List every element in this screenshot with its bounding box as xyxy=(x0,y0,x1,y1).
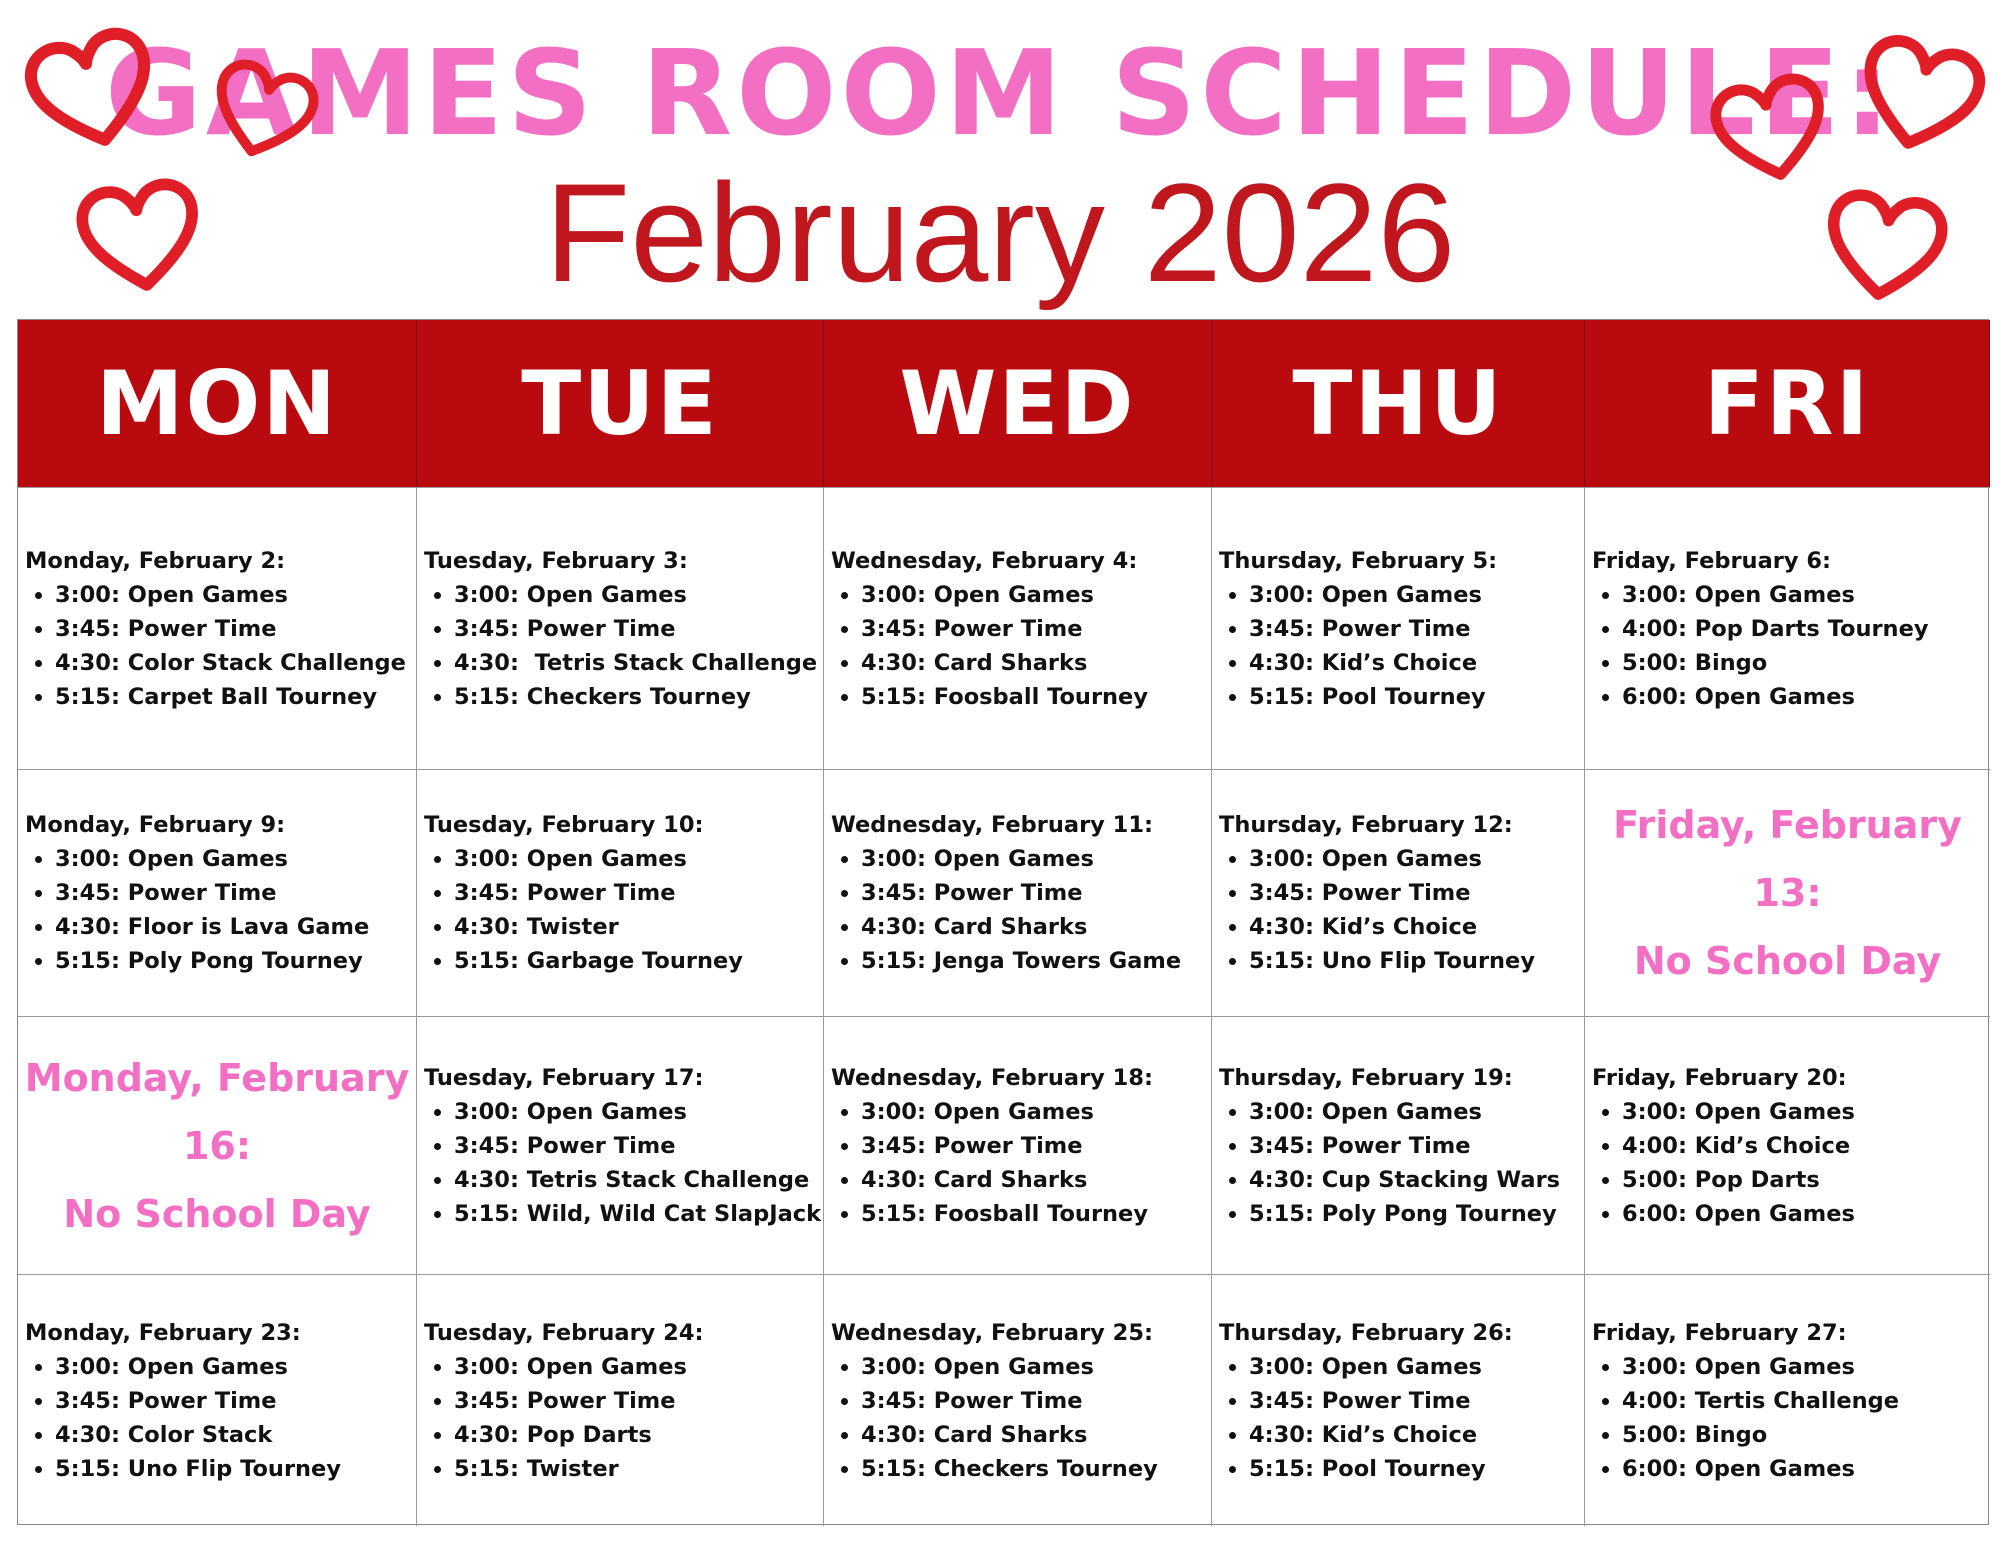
activity-item: • 5:15: Poly Pong Tourney xyxy=(1249,1197,1584,1231)
activity-item: • 4:00: Kid’s Choice xyxy=(1622,1129,1990,1163)
header-wed: WED xyxy=(824,320,1212,487)
holiday-date: Friday, February 13: xyxy=(1613,803,1962,915)
activity-item: • 3:45: Power Time xyxy=(861,612,1211,646)
activity-item: • 3:00: Open Games xyxy=(861,1350,1211,1384)
holiday-label: No School Day xyxy=(1633,939,1942,983)
activity-item: • 5:00: Bingo xyxy=(1622,646,1990,680)
activity-item: • 4:30: Card Sharks xyxy=(861,1163,1211,1197)
activity-item: • 6:00: Open Games xyxy=(1622,1197,1990,1231)
activity-item: • 4:30: Cup Stacking Wars xyxy=(1249,1163,1584,1197)
holiday-label: No School Day xyxy=(63,1191,371,1236)
activity-list xyxy=(1592,1350,1990,1486)
day-heading: Thursday, February 12: xyxy=(1219,812,1513,838)
activity-item: • 5:15: Checkers Tourney xyxy=(454,680,823,714)
activity-list xyxy=(424,842,823,978)
activity-item: • 3:45: Power Time xyxy=(1249,1129,1584,1163)
activity-item: • 3:45: Power Time xyxy=(55,876,416,910)
activity-item: • 3:00: Open Games xyxy=(1249,1350,1584,1384)
activity-item: • 4:30: Card Sharks xyxy=(861,646,1211,680)
schedule-calendar xyxy=(17,319,1989,1525)
activity-item: • 4:00: Pop Darts Tourney xyxy=(1622,612,1990,646)
activity-item: • 5:15: Uno Flip Tourney xyxy=(1249,944,1584,978)
day-cell xyxy=(18,1274,417,1526)
activity-item: • 3:00: Open Games xyxy=(55,1350,416,1384)
day-heading: Tuesday, February 10: xyxy=(424,812,704,838)
day-cell xyxy=(1212,1016,1585,1274)
activity-item: • 5:00: Bingo xyxy=(1622,1418,1990,1452)
day-heading: Thursday, February 26: xyxy=(1219,1319,1513,1346)
activity-item: • 3:00: Open Games xyxy=(1622,1350,1990,1384)
activity-item: • 3:00: Open Games xyxy=(1622,1095,1990,1129)
activity-list xyxy=(424,578,823,714)
heart-outline-icon xyxy=(1812,174,1959,319)
activity-item: • 3:45: Power Time xyxy=(861,876,1211,910)
activity-item: • 4:30: Kid’s Choice xyxy=(1249,910,1584,944)
day-cell xyxy=(824,1016,1212,1274)
day-heading: Wednesday, February 18: xyxy=(831,1064,1153,1091)
activity-item: • 3:00: Open Games xyxy=(454,842,823,876)
activity-item: • 4:30: Tetris Stack Challenge xyxy=(454,646,823,680)
activity-item: • 3:00: Open Games xyxy=(1249,842,1584,876)
activity-item: • 5:15: Jenga Towers Game xyxy=(861,944,1211,978)
activity-item: • 4:30: Floor is Lava Game xyxy=(55,910,416,944)
activity-item: • 4:30: Pop Darts xyxy=(454,1418,823,1452)
day-heading: Wednesday, February 25: xyxy=(831,1319,1153,1346)
activity-list xyxy=(1219,842,1584,978)
activity-item: • 3:00: Open Games xyxy=(861,1095,1211,1129)
activity-item: • 3:00: Open Games xyxy=(861,842,1211,876)
activity-item: • 3:45: Power Time xyxy=(454,612,823,646)
activity-item: • 3:00: Open Games xyxy=(861,578,1211,612)
activity-item: • 3:45: Power Time xyxy=(1249,876,1584,910)
activity-list xyxy=(831,1350,1211,1486)
header-mon: MON xyxy=(18,320,417,487)
activity-item: • 4:30: Twister xyxy=(454,910,823,944)
activity-item: • 4:30: Card Sharks xyxy=(861,1418,1211,1452)
activity-item: • 4:30: Color Stack Challenge xyxy=(55,646,416,680)
day-cell xyxy=(18,487,417,769)
activity-item: • 3:45: Power Time xyxy=(454,1129,823,1163)
activity-list xyxy=(831,1095,1211,1231)
activity-item: • 5:15: Wild, Wild Cat SlapJack xyxy=(454,1197,823,1231)
activity-item: • 3:00: Open Games xyxy=(1622,578,1990,612)
activity-item: • 3:45: Power Time xyxy=(861,1129,1211,1163)
page-title: GAMES ROOM SCHEDULE: xyxy=(105,24,1895,162)
activity-item: • 3:45: Power Time xyxy=(454,1384,823,1418)
day-cell xyxy=(824,769,1212,1016)
activity-item: • 6:00: Open Games xyxy=(1622,1452,1990,1486)
activity-list xyxy=(25,578,416,714)
day-cell xyxy=(417,1016,824,1274)
activity-item: • 3:45: Power Time xyxy=(861,1384,1211,1418)
activity-list xyxy=(831,578,1211,714)
activity-item: • 4:30: Kid’s Choice xyxy=(1249,646,1584,680)
activity-list xyxy=(25,1350,416,1486)
activity-item: • 3:45: Power Time xyxy=(454,876,823,910)
activity-item: • 4:00: Tertis Challenge xyxy=(1622,1384,1990,1418)
day-cell xyxy=(1212,1274,1585,1526)
activity-item: • 3:00: Open Games xyxy=(454,1095,823,1129)
activity-list xyxy=(1219,1095,1584,1231)
activity-item: • 5:00: Pop Darts xyxy=(1622,1163,1990,1197)
activity-item: • 5:15: Pool Tourney xyxy=(1249,680,1584,714)
activity-list xyxy=(424,1350,823,1486)
activity-item: • 3:45: Power Time xyxy=(55,1384,416,1418)
activity-item: • 5:15: Foosball Tourney xyxy=(861,1197,1211,1231)
activity-item: • 5:15: Garbage Tourney xyxy=(454,944,823,978)
activity-item: • 5:15: Foosball Tourney xyxy=(861,680,1211,714)
day-cell xyxy=(1585,769,1990,1016)
day-cell xyxy=(417,1274,824,1526)
activity-item: • 4:30: Color Stack xyxy=(55,1418,416,1452)
activity-item: • 5:15: Carpet Ball Tourney xyxy=(55,680,416,714)
activity-item: • 5:15: Pool Tourney xyxy=(1249,1452,1584,1486)
day-heading: Monday, February 23: xyxy=(25,1319,301,1346)
activity-item: • 3:00: Open Games xyxy=(1249,578,1584,612)
activity-item: • 3:45: Power Time xyxy=(1249,612,1584,646)
day-heading: Tuesday, February 3: xyxy=(424,547,688,574)
day-heading: Friday, February 27: xyxy=(1592,1319,1847,1346)
activity-list xyxy=(1219,578,1584,714)
activity-item: • 3:45: Power Time xyxy=(1249,1384,1584,1418)
activity-item: • 3:00: Open Games xyxy=(55,578,416,612)
day-heading: Thursday, February 5: xyxy=(1219,547,1498,574)
day-cell xyxy=(1212,769,1585,1016)
day-cell xyxy=(824,487,1212,769)
activity-item: • 5:15: Checkers Tourney xyxy=(861,1452,1211,1486)
activity-list xyxy=(25,842,416,978)
activity-item: • 5:15: Poly Pong Tourney xyxy=(55,944,416,978)
heart-outline-icon xyxy=(66,162,213,311)
day-cell xyxy=(1212,487,1585,769)
day-cell xyxy=(1585,487,1990,769)
day-cell xyxy=(18,1016,417,1274)
day-heading: Tuesday, February 24: xyxy=(424,1319,704,1346)
day-heading: Monday, February 9: xyxy=(25,812,286,838)
day-heading: Wednesday, February 11: xyxy=(831,812,1153,838)
day-cell xyxy=(18,769,417,1016)
activity-item: • 3:00: Open Games xyxy=(55,842,416,876)
holiday-date: Monday, February 16: xyxy=(24,1055,410,1168)
day-heading: Tuesday, February 17: xyxy=(424,1064,704,1091)
activity-item: • 3:00: Open Games xyxy=(454,1350,823,1384)
header-fri: FRI xyxy=(1585,320,1990,487)
activity-item: • 3:00: Open Games xyxy=(454,578,823,612)
day-cell xyxy=(1585,1274,1990,1526)
day-cell xyxy=(1585,1016,1990,1274)
activity-list xyxy=(1592,1095,1990,1231)
header-thu: THU xyxy=(1212,320,1585,487)
activity-item: • 4:30: Kid’s Choice xyxy=(1249,1418,1584,1452)
activity-item: • 5:15: Uno Flip Tourney xyxy=(55,1452,416,1486)
header-tue: TUE xyxy=(417,320,824,487)
activity-list xyxy=(1219,1350,1584,1486)
activity-list xyxy=(1592,578,1990,714)
activity-item: • 5:15: Twister xyxy=(454,1452,823,1486)
activity-list xyxy=(424,1095,823,1231)
page-subtitle-month: February 2026 xyxy=(544,154,1456,311)
activity-item: • 4:30: Tetris Stack Challenge xyxy=(454,1163,823,1197)
day-heading: Thursday, February 19: xyxy=(1219,1064,1513,1091)
day-heading: Wednesday, February 4: xyxy=(831,547,1138,574)
day-cell xyxy=(417,487,824,769)
activity-item: • 3:00: Open Games xyxy=(1249,1095,1584,1129)
heart-outline-icon xyxy=(1699,57,1844,202)
activity-item: • 4:30: Card Sharks xyxy=(861,910,1211,944)
day-heading: Monday, February 2: xyxy=(25,547,286,574)
day-cell xyxy=(824,1274,1212,1526)
activity-item: • 3:45: Power Time xyxy=(55,612,416,646)
activity-item: • 6:00: Open Games xyxy=(1622,680,1990,714)
activity-list xyxy=(831,842,1211,978)
day-heading: Friday, February 6: xyxy=(1592,547,1832,574)
day-cell xyxy=(417,769,824,1016)
day-heading: Friday, February 20: xyxy=(1592,1064,1847,1091)
